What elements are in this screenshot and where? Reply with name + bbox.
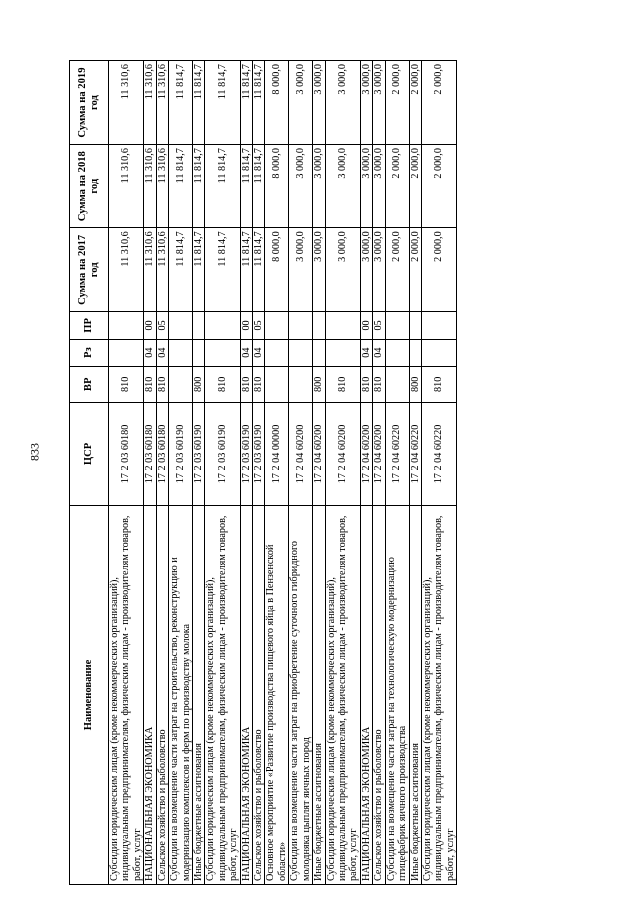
cell-csr: 17 2 04 60220 <box>385 402 409 505</box>
cell-sum-2019: 11 814,7 <box>205 61 240 145</box>
cell-name: Основное мероприятие «Развитие производства пищевого яйца в Пензенской области» <box>265 505 289 884</box>
cell-sum-2019: 3 000,0 <box>289 61 313 145</box>
cell-name: Субсидии на возмещение части затрат на приобретение суточного гибридного молодняка цыплят яичных пород <box>289 505 313 884</box>
cell-pr <box>325 312 360 339</box>
cell-pr <box>205 312 240 339</box>
cell-vr: 800 <box>409 366 421 402</box>
cell-sum-2018: 3 000,0 <box>325 145 360 228</box>
cell-sum-2019: 3 000,0 <box>325 61 360 145</box>
cell-rz <box>421 339 456 366</box>
cell-pr <box>265 312 289 339</box>
cell-pr <box>109 312 144 339</box>
cell-sum-2019: 11 814,7 <box>253 61 265 145</box>
cell-csr: 17 2 03 60190 <box>192 402 204 505</box>
cell-sum-2017: 11 310,6 <box>144 228 156 312</box>
cell-pr: 05 <box>373 312 385 339</box>
cell-name: Субсидии на возмещение части затрат на технологическую модернизацию птицефабрик яичного производства <box>385 505 409 884</box>
cell-name: Иные бюджетные ассигнования <box>313 505 325 884</box>
cell-name: Иные бюджетные ассигнования <box>409 505 421 884</box>
cell-sum-2019: 11 814,7 <box>240 61 252 145</box>
cell-sum-2019: 2 000,0 <box>409 61 421 145</box>
table-row <box>192 61 204 885</box>
cell-rz: 04 <box>240 339 252 366</box>
cell-sum-2019: 11 310,6 <box>156 61 168 145</box>
cell-csr: 17 2 03 60180 <box>156 402 168 505</box>
cell-rz <box>289 339 313 366</box>
cell-name: НАЦИОНАЛЬНАЯ ЭКОНОМИКА <box>360 505 372 884</box>
cell-name: Субсидии юридическим лицам (кроме некоммерческих организаций), индивидуальным предпринимателям, физическим лицам - производителям товаров, работ, услуг <box>421 505 456 884</box>
cell-name: Субсидии на возмещение части затрат на строительство, реконструкцию и модернизацию комплексов и ферм по производству молока <box>169 505 193 884</box>
table-row <box>205 61 240 885</box>
table-row <box>253 61 265 885</box>
cell-pr <box>409 312 421 339</box>
cell-name: Иные бюджетные ассигнования <box>192 505 204 884</box>
table-row <box>325 61 360 885</box>
cell-pr: 00 <box>144 312 156 339</box>
header-name: Наименование <box>70 505 109 884</box>
table-body <box>109 61 457 885</box>
cell-sum-2017: 3 000,0 <box>289 228 313 312</box>
budget-table <box>69 60 457 885</box>
cell-sum-2017: 3 000,0 <box>325 228 360 312</box>
cell-sum-2017: 11 814,7 <box>205 228 240 312</box>
cell-csr: 17 2 04 60200 <box>373 402 385 505</box>
table-row <box>373 61 385 885</box>
cell-sum-2019: 8 000,0 <box>265 61 289 145</box>
cell-sum-2019: 3 000,0 <box>313 61 325 145</box>
cell-sum-2018: 11 310,6 <box>156 145 168 228</box>
cell-sum-2019: 3 000,0 <box>373 61 385 145</box>
cell-sum-2019: 11 310,6 <box>109 61 144 145</box>
cell-name: Сельское хозяйство и рыболовство <box>373 505 385 884</box>
table-row <box>265 61 289 885</box>
cell-name: Субсидии юридическим лицам (кроме некоммерческих организаций), индивидуальным предпринимателям, физическим лицам - производителям товаров, работ, услуг <box>325 505 360 884</box>
table-row <box>169 61 193 885</box>
cell-name: Сельское хозяйство и рыболовство <box>253 505 265 884</box>
cell-sum-2018: 8 000,0 <box>265 145 289 228</box>
cell-sum-2018: 2 000,0 <box>385 145 409 228</box>
table-row <box>109 61 144 885</box>
cell-pr: 05 <box>156 312 168 339</box>
table-row <box>289 61 313 885</box>
cell-sum-2018: 2 000,0 <box>409 145 421 228</box>
cell-sum-2017: 11 814,7 <box>240 228 252 312</box>
header-sum-2019: Сумма на 2019 год <box>70 61 109 145</box>
cell-vr: 800 <box>313 366 325 402</box>
cell-pr <box>192 312 204 339</box>
cell-sum-2017: 8 000,0 <box>265 228 289 312</box>
cell-sum-2019: 11 814,7 <box>169 61 193 145</box>
header-pr: ПР <box>70 312 109 339</box>
cell-vr: 810 <box>240 366 252 402</box>
cell-sum-2019: 2 000,0 <box>421 61 456 145</box>
cell-vr: 810 <box>325 366 360 402</box>
cell-rz <box>169 339 193 366</box>
table-row <box>360 61 372 885</box>
cell-vr <box>289 366 313 402</box>
cell-sum-2018: 11 814,7 <box>192 145 204 228</box>
cell-pr <box>313 312 325 339</box>
cell-sum-2019: 3 000,0 <box>360 61 372 145</box>
cell-rz <box>265 339 289 366</box>
table-header-row <box>70 61 109 885</box>
cell-csr: 17 2 03 60190 <box>205 402 240 505</box>
cell-sum-2018: 3 000,0 <box>313 145 325 228</box>
table-row <box>313 61 325 885</box>
cell-csr: 17 2 04 60220 <box>421 402 456 505</box>
cell-csr: 17 2 04 60200 <box>289 402 313 505</box>
cell-rz <box>325 339 360 366</box>
cell-rz <box>409 339 421 366</box>
cell-sum-2018: 2 000,0 <box>421 145 456 228</box>
cell-csr: 17 2 04 60200 <box>360 402 372 505</box>
cell-csr: 17 2 04 60220 <box>409 402 421 505</box>
cell-sum-2018: 11 814,7 <box>205 145 240 228</box>
cell-sum-2017: 3 000,0 <box>360 228 372 312</box>
table-row <box>144 61 156 885</box>
cell-pr: 05 <box>253 312 265 339</box>
cell-sum-2017: 11 814,7 <box>253 228 265 312</box>
header-sum-2018: Сумма на 2018 год <box>70 145 109 228</box>
table-row <box>421 61 456 885</box>
table-row <box>409 61 421 885</box>
cell-csr: 17 2 04 00000 <box>265 402 289 505</box>
cell-rz: 04 <box>373 339 385 366</box>
cell-sum-2017: 3 000,0 <box>313 228 325 312</box>
cell-sum-2017: 2 000,0 <box>421 228 456 312</box>
cell-csr: 17 2 03 60190 <box>240 402 252 505</box>
cell-csr: 17 2 04 60200 <box>325 402 360 505</box>
cell-sum-2018: 11 814,7 <box>253 145 265 228</box>
cell-pr <box>289 312 313 339</box>
cell-sum-2017: 2 000,0 <box>409 228 421 312</box>
cell-vr: 810 <box>144 366 156 402</box>
cell-sum-2018: 11 310,6 <box>144 145 156 228</box>
page-number: 833 <box>27 443 42 461</box>
cell-sum-2017: 3 000,0 <box>373 228 385 312</box>
cell-sum-2017: 11 310,6 <box>156 228 168 312</box>
cell-vr: 810 <box>205 366 240 402</box>
cell-sum-2018: 11 814,7 <box>240 145 252 228</box>
cell-csr: 17 2 03 60190 <box>169 402 193 505</box>
cell-rz: 04 <box>144 339 156 366</box>
header-rz: Рз <box>70 339 109 366</box>
cell-sum-2017: 2 000,0 <box>385 228 409 312</box>
cell-sum-2018: 11 814,7 <box>169 145 193 228</box>
cell-sum-2019: 11 814,7 <box>192 61 204 145</box>
cell-sum-2018: 3 000,0 <box>373 145 385 228</box>
cell-pr <box>385 312 409 339</box>
cell-vr <box>169 366 193 402</box>
cell-csr: 17 2 03 60180 <box>144 402 156 505</box>
cell-rz: 04 <box>253 339 265 366</box>
cell-rz <box>205 339 240 366</box>
cell-sum-2019: 2 000,0 <box>385 61 409 145</box>
cell-vr <box>385 366 409 402</box>
header-csr: ЦСР <box>70 402 109 505</box>
table-row <box>156 61 168 885</box>
table-row <box>385 61 409 885</box>
cell-pr: 00 <box>240 312 252 339</box>
cell-vr: 810 <box>109 366 144 402</box>
cell-rz <box>192 339 204 366</box>
cell-csr: 17 2 03 60180 <box>109 402 144 505</box>
table-row <box>240 61 252 885</box>
cell-vr: 810 <box>156 366 168 402</box>
header-sum-2017: Сумма на 2017 год <box>70 228 109 312</box>
cell-vr: 810 <box>373 366 385 402</box>
cell-vr: 810 <box>360 366 372 402</box>
cell-rz <box>313 339 325 366</box>
cell-pr <box>421 312 456 339</box>
cell-vr: 810 <box>421 366 456 402</box>
cell-sum-2018: 11 310,6 <box>109 145 144 228</box>
rotated-table-container <box>69 60 569 885</box>
cell-name: Субсидии юридическим лицам (кроме некоммерческих организаций), индивидуальным предпринимателям, физическим лицам - производителям товаров, работ, услуг <box>109 505 144 884</box>
cell-name: НАЦИОНАЛЬНАЯ ЭКОНОМИКА <box>144 505 156 884</box>
cell-rz: 04 <box>156 339 168 366</box>
cell-name: Сельское хозяйство и рыболовство <box>156 505 168 884</box>
cell-vr: 810 <box>253 366 265 402</box>
cell-rz: 04 <box>360 339 372 366</box>
cell-pr: 00 <box>360 312 372 339</box>
cell-name: Субсидии юридическим лицам (кроме некоммерческих организаций), индивидуальным предпринимателям, физическим лицам - производителям товаров, работ, услуг <box>205 505 240 884</box>
cell-sum-2017: 11 814,7 <box>192 228 204 312</box>
cell-sum-2017: 11 814,7 <box>169 228 193 312</box>
cell-rz <box>109 339 144 366</box>
cell-name: НАЦИОНАЛЬНАЯ ЭКОНОМИКА <box>240 505 252 884</box>
cell-sum-2018: 3 000,0 <box>289 145 313 228</box>
cell-vr <box>265 366 289 402</box>
cell-pr <box>169 312 193 339</box>
cell-rz <box>385 339 409 366</box>
header-vr: ВР <box>70 366 109 402</box>
cell-csr: 17 2 03 60190 <box>253 402 265 505</box>
cell-csr: 17 2 04 60200 <box>313 402 325 505</box>
cell-sum-2019: 11 310,6 <box>144 61 156 145</box>
cell-vr: 800 <box>192 366 204 402</box>
cell-sum-2017: 11 310,6 <box>109 228 144 312</box>
cell-sum-2018: 3 000,0 <box>360 145 372 228</box>
